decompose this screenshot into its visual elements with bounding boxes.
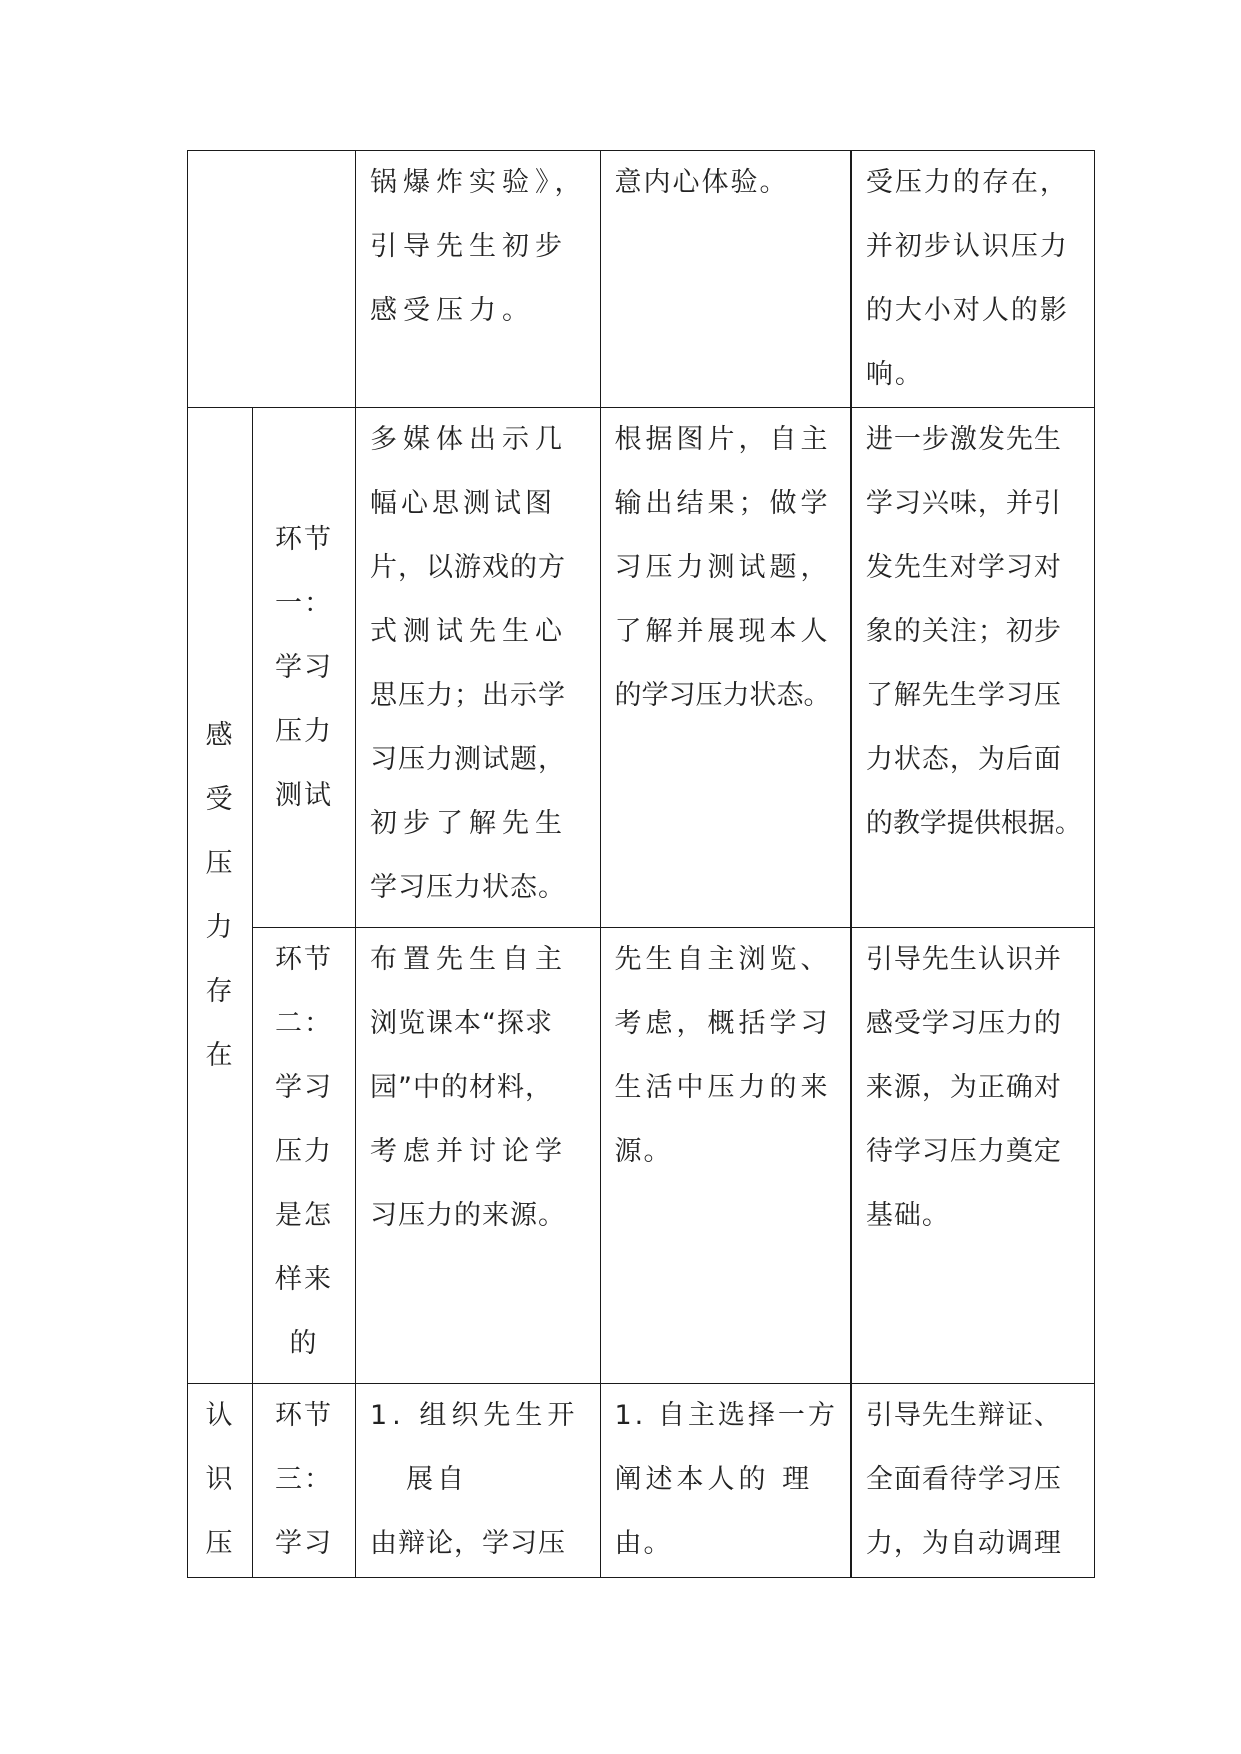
student-activity-cell: 1. 自主选择一方 阐述本人的 理 由。 (600, 1384, 851, 1578)
table-row (188, 928, 1095, 1384)
module-label: 认 识 压 (205, 1400, 235, 1559)
student-activity-cell: 意内心体验。 (600, 151, 851, 408)
design-intent-cell: 受压力的存在， 并初步认识压力 的大小对人的影 响。 (851, 151, 1095, 408)
design-intent-cell: 引导先生认识并 感受学习压力的 来源，为正确对 待学习压力奠定 基础。 (851, 928, 1095, 1384)
teacher-activity-cell: 布置先生自主 浏览课本“探求 园”中的材料， 考虑并讨论学 习压力的来源。 (356, 928, 601, 1384)
design-intent-cell: 引导先生辩证、 全面看待学习压 力，为自动调理 (851, 1384, 1095, 1578)
stage-label-cell (253, 1384, 356, 1578)
student-activity-cell: 根据图片，自主 输出结果；做学 习压力测试题， 了解并展现本人 的学习压力状态。 (600, 408, 851, 928)
table-row (188, 151, 1095, 408)
table-row (188, 408, 1095, 928)
student-activity-cell: 先生自主浏览、 考虑，概括学习 生活中压力的来 源。 (600, 928, 851, 1384)
module-label: 感 受 压 力 存 在 (205, 719, 235, 1071)
module-label-cell (188, 1384, 253, 1578)
stage-label: 环节 一： 学习 压力 测试 (275, 523, 333, 811)
continued-left-cell (188, 151, 356, 408)
stage-label-cell (253, 928, 356, 1384)
stage-label-cell (253, 408, 356, 928)
stage-label: 环节 二： 学习 压力 是怎 样来 的 (275, 944, 333, 1359)
teacher-activity-cell: 锅爆炸实验》， 引导先生初步 感受压力。 (356, 151, 601, 408)
stage-label: 环节 三： 学习 (275, 1400, 333, 1559)
table-row (188, 1384, 1095, 1578)
teacher-activity-cell: 1. 组织先生开 展自 由辩论，学习压 (356, 1384, 601, 1578)
teacher-activity-cell: 多媒体出示几 幅心思测试图 片，以游戏的方 式测试先生心 思压力；出示学 习压力测试题， 初步了解先生 学习压力状态。 (356, 408, 601, 928)
lesson-plan-table (187, 150, 1095, 1578)
design-intent-cell: 进一步激发先生 学习兴味，并引 发先生对学习对 象的关注；初步 了解先生学习压 力状态，为后面 的教学提供根据。 (851, 408, 1095, 928)
module-label-cell (188, 408, 253, 1384)
